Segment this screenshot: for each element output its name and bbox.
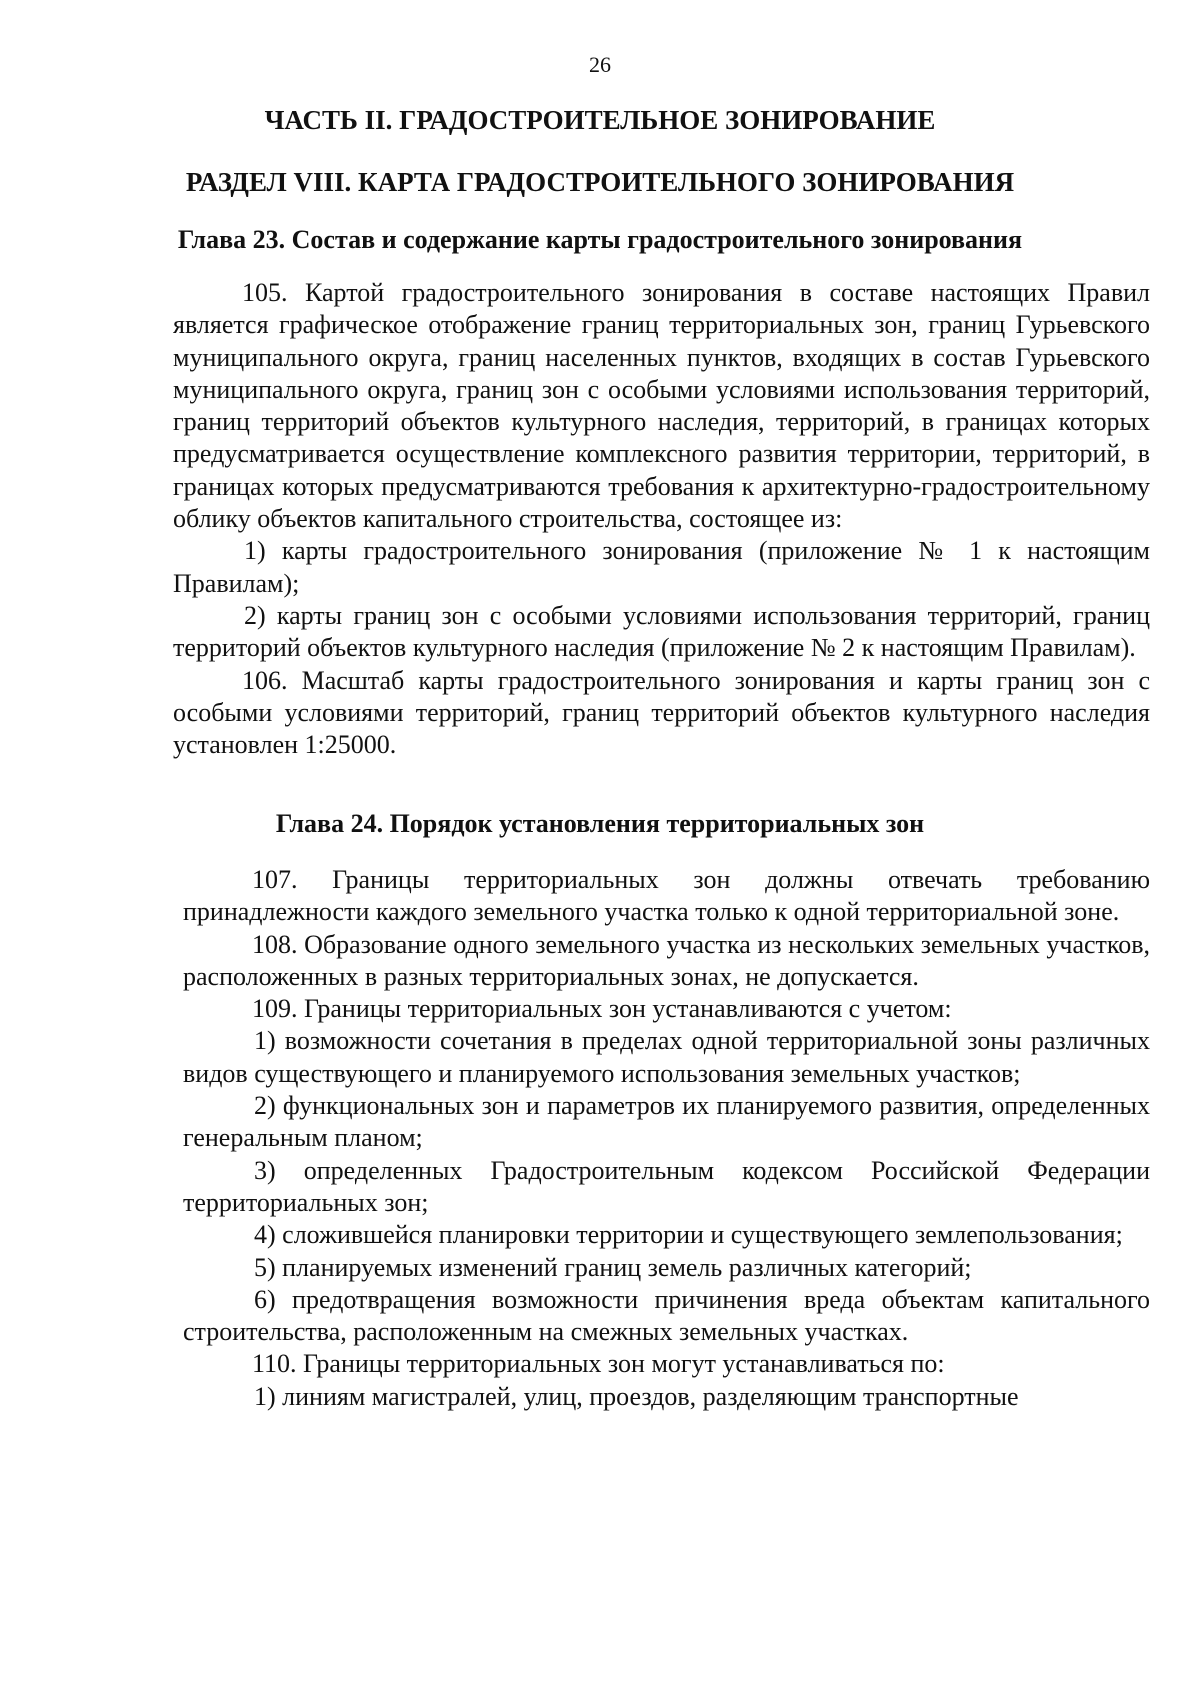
chapter-23-body [173, 277, 1150, 761]
paragraph-109: 109. Границы территориальных зон устанавливаются с учетом: [252, 994, 952, 1024]
paragraph-108: 108. Образование одного земельного участка из нескольких земельных участков, расположенных в разных территориальных зонах, не допускается. [183, 929, 1150, 991]
page-number: 26 [589, 52, 611, 77]
list-item: 3) определенных Градостроительным кодексом Российской Федерации территориальных зон; [183, 1155, 1150, 1217]
list-item: 4) сложившейся планировки территории и существующего землепользования; [254, 1220, 1123, 1250]
list-item: 1) карты градостроительного зонирования (приложение № 1 к настоящим Правилам); [173, 536, 1150, 598]
list-item: 2) карты границ зон с особыми условиями использования территорий, границ территорий объектов культурного наследия (приложение № 2 к настоящим Правилам). [173, 600, 1150, 663]
paragraph-110: 110. Границы территориальных зон могут устанавливаться по: [252, 1349, 945, 1379]
paragraph-105: 105. Картой градостроительного зонирования в составе настоящих Правил является графическое отображение границ территориальных зон, границ Гурьевского муниципального округа, границ населенных пунктов, входящих в состав Гурьевского муниципального округа, границ зон с особыми условиями использования территорий, границ территорий объектов культурного наследия, территорий, в границах которых предусматривается осуществление комплексного развития территории, территорий, в границах которых предусматриваются требования к архитектурно-градостроительному облику объектов капитального строительства, состоящее из: [173, 278, 1150, 534]
list-item: 1) возможности сочетания в пределах одной территориальной зоны различных видов существующего и планируемого использования земельных участков; [183, 1026, 1150, 1088]
list-item: 5) планируемых изменений границ земель различных категорий; [254, 1252, 972, 1282]
section-title: РАЗДЕЛ VIII. КАРТА ГРАДОСТРОИТЕЛЬНОГО ЗОНИРОВАНИЯ [185, 167, 1015, 197]
chapter-23-title: Глава 23. Состав и содержание карты градостроительного зонирования [177, 225, 1023, 254]
paragraph-107: 107. Границы территориальных зон должны отвечать требованию принадлежности каждого земельного участка только к одной территориальной зоне. [183, 865, 1150, 927]
part-title: ЧАСТЬ II. ГРАДОСТРОИТЕЛЬНОЕ ЗОНИРОВАНИЕ [264, 105, 936, 135]
list-item: 1) линиям магистралей, улиц, проездов, разделяющим транспортные [254, 1381, 1019, 1411]
list-item: 6) предотвращения возможности причинения вреда объектам капитального строительства, расположенным на смежных земельных участках. [183, 1284, 1150, 1347]
list-item: 2) функциональных зон и параметров их планируемого развития, определенных генеральным планом; [183, 1091, 1150, 1153]
paragraph-106: 106. Масштаб карты градостроительного зонирования и карты границ зон с особыми условиями территорий, границ территорий объектов культурного наследия установлен 1:25000. [173, 665, 1150, 760]
chapter-24-title: Глава 24. Порядок установления территориальных зон [275, 809, 925, 838]
chapter-24-body [183, 864, 1150, 1413]
